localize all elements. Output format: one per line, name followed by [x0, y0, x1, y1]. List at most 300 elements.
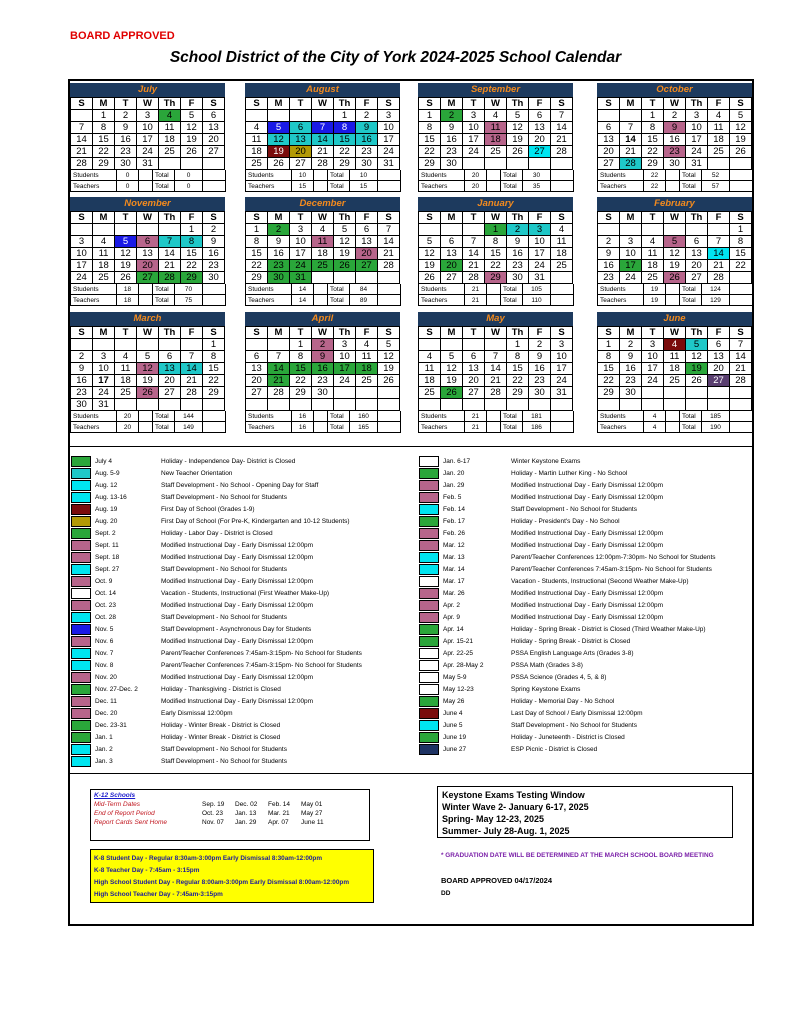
totals-row	[597, 170, 752, 181]
legend-date: Feb. 5	[443, 493, 462, 501]
weekday-header: T	[290, 98, 312, 110]
totals-label: Students	[598, 284, 644, 295]
weekday-header: T	[290, 212, 312, 224]
hs-student-hours: High School Student Day - Regular 8:00am-3:00pm Early Dismissal 8:00am-12:00pm	[94, 879, 350, 886]
legend-description: First Day of School (Grades 1-9)	[161, 505, 255, 513]
weekday-header: S	[598, 327, 620, 339]
day-cell: 9	[203, 236, 225, 248]
day-cell: 4	[159, 110, 181, 122]
empty-cell	[664, 399, 686, 411]
day-cell: 8	[507, 351, 529, 363]
legend-row	[71, 755, 362, 767]
weekday-header: W	[137, 212, 159, 224]
k8-student-hours: K-8 Student Day - Regular 8:30am-3:00pm Early Dismissal 8:30am-12:00pm	[94, 855, 323, 862]
total-label: Total	[680, 284, 702, 295]
day-cell: 9	[115, 122, 137, 134]
day-cell: 20	[463, 375, 485, 387]
day-cell: 14	[312, 134, 334, 146]
day-cell: 30	[507, 272, 529, 284]
day-cell: 19	[115, 260, 137, 272]
weekday-header: F	[529, 212, 551, 224]
legend-description: Holiday - Juneteenth - District is Closed	[511, 733, 625, 741]
legend-row	[71, 671, 362, 683]
weekday-header: Th	[507, 327, 529, 339]
empty-cell	[181, 158, 203, 170]
day-cell: 2	[598, 236, 620, 248]
hs-teacher-hours: High School Teacher Day - 7:45am-3:15pm	[94, 891, 223, 898]
weekday-header: S	[71, 327, 93, 339]
day-cell: 28	[71, 158, 93, 170]
day-cell: 19	[507, 134, 529, 146]
totals-row	[245, 284, 400, 295]
empty-cell	[312, 272, 334, 284]
weekday-header: W	[664, 327, 686, 339]
weekday-header: Th	[159, 327, 181, 339]
legend-swatch	[71, 756, 91, 767]
day-cell: 15	[642, 134, 664, 146]
day-cell: 31	[290, 272, 312, 284]
legend-swatch	[419, 468, 439, 479]
month-december	[245, 197, 400, 306]
day-cell: 18	[708, 134, 730, 146]
day-cell: 1	[730, 224, 752, 236]
day-cell: 16	[507, 248, 529, 260]
legend-row	[419, 467, 716, 479]
totals-value: 52	[702, 170, 730, 181]
weekday-header: M	[620, 327, 642, 339]
weekday-header: W	[312, 98, 334, 110]
keystone-title: Keystone Exams Testing Window	[442, 790, 585, 800]
day-cell: 14	[463, 248, 485, 260]
weekday-header: Th	[686, 327, 708, 339]
day-cell: 4	[642, 236, 664, 248]
day-cell: 3	[463, 110, 485, 122]
legend-swatch	[71, 624, 91, 635]
empty-cell	[686, 224, 708, 236]
totals-value: 110	[523, 295, 551, 306]
legend-date: Apr. 2	[443, 601, 460, 609]
totals-value	[730, 422, 753, 433]
month-june	[597, 312, 752, 433]
totals-row	[245, 422, 400, 433]
day-cell: 7	[268, 351, 290, 363]
day-cell: 27	[598, 158, 620, 170]
totals-value: 21	[465, 422, 487, 433]
day-cell: 15	[419, 134, 441, 146]
legend-swatch	[419, 504, 439, 515]
day-cell: 12	[730, 122, 752, 134]
empty-cell	[485, 158, 507, 170]
legend-row	[419, 719, 716, 731]
legend-description: Holiday - President's Day - No School	[511, 517, 620, 525]
day-cell: 19	[378, 363, 400, 375]
empty-cell	[620, 224, 642, 236]
day-cell: 27	[137, 272, 159, 284]
weekday-header: F	[356, 212, 378, 224]
legend-date: Oct. 9	[95, 577, 113, 585]
legend-description: Holiday - Martin Luther King - No School	[511, 469, 628, 477]
day-cell: 21	[268, 375, 290, 387]
day-cell: 31	[137, 158, 159, 170]
day-cell: 14	[485, 363, 507, 375]
day-cell: 6	[159, 351, 181, 363]
empty-cell	[485, 399, 507, 411]
day-cell: 31	[378, 158, 400, 170]
day-cell: 27	[159, 387, 181, 399]
legend-date: May 5-9	[443, 673, 467, 681]
legend-row	[419, 503, 716, 515]
legend-row	[419, 635, 716, 647]
weekday-header: F	[181, 212, 203, 224]
day-cell: 18	[159, 134, 181, 146]
day-cell: 4	[356, 339, 378, 351]
legend-description: PSSA Science (Grades 4, 5, & 8)	[511, 673, 607, 681]
day-cell: 12	[137, 363, 159, 375]
legend-date: June 5	[443, 721, 463, 729]
totals-value	[666, 284, 680, 295]
totals-value	[666, 170, 680, 181]
legend-row	[419, 563, 716, 575]
day-cell: 6	[598, 122, 620, 134]
totals-value: 165	[350, 422, 378, 433]
empty-cell	[529, 158, 551, 170]
totals-row	[418, 170, 573, 181]
weekday-header: T	[290, 327, 312, 339]
total-label: Total	[501, 181, 523, 192]
weekday-header: Th	[334, 212, 356, 224]
day-cell: 15	[485, 248, 507, 260]
totals-value	[551, 170, 574, 181]
day-cell: 16	[312, 363, 334, 375]
legend-right	[419, 455, 716, 755]
legend-swatch	[71, 612, 91, 623]
legend-swatch	[71, 636, 91, 647]
day-cell: 8	[290, 351, 312, 363]
day-cell: 7	[708, 236, 730, 248]
day-cell: 15	[181, 248, 203, 260]
empty-cell	[507, 399, 529, 411]
weekday-header: Th	[686, 212, 708, 224]
day-cell: 5	[664, 236, 686, 248]
day-cell: 28	[268, 387, 290, 399]
day-cell: 12	[664, 248, 686, 260]
totals-label: Teachers	[71, 295, 117, 306]
day-cell: 18	[115, 375, 137, 387]
totals-value: 21	[465, 411, 487, 422]
empty-cell	[529, 399, 551, 411]
legend-swatch	[419, 624, 439, 635]
day-cell: 5	[181, 110, 203, 122]
day-cell: 1	[203, 339, 225, 351]
day-cell: 22	[419, 146, 441, 158]
day-cell: 27	[529, 146, 551, 158]
month-october	[597, 83, 752, 192]
day-cell: 17	[334, 363, 356, 375]
day-cell: 22	[730, 260, 752, 272]
day-cell: 14	[708, 248, 730, 260]
day-cell: 18	[93, 260, 115, 272]
month-september	[418, 83, 573, 192]
month-header: September	[418, 83, 573, 97]
empty-cell	[246, 110, 268, 122]
totals-value: 0	[117, 181, 139, 192]
totals-label: Students	[71, 411, 117, 422]
empty-cell	[159, 158, 181, 170]
weekday-header: S	[378, 327, 400, 339]
day-cell: 4	[664, 339, 686, 351]
day-cell: 26	[664, 272, 686, 284]
legend-date: Apr. 22-25	[443, 649, 473, 657]
empty-cell	[378, 387, 400, 399]
day-cell: 3	[620, 236, 642, 248]
day-cell: 30	[620, 387, 642, 399]
totals-value: 18	[117, 284, 139, 295]
day-cell: 16	[620, 363, 642, 375]
legend-row	[419, 515, 716, 527]
legend-swatch	[419, 588, 439, 599]
totals-row	[597, 295, 752, 306]
day-cell: 22	[290, 375, 312, 387]
empty-cell	[730, 272, 752, 284]
weekday-header: F	[181, 327, 203, 339]
weekday-header: F	[708, 212, 730, 224]
month-header: May	[418, 312, 573, 326]
totals-label: Teachers	[419, 295, 465, 306]
legend-date: Mar. 12	[443, 541, 465, 549]
legend-date: Oct. 23	[95, 601, 116, 609]
day-cell: 3	[529, 224, 551, 236]
legend-date: Mar. 13	[443, 553, 465, 561]
totals-label: Students	[598, 411, 644, 422]
day-cell: 6	[529, 110, 551, 122]
totals-value	[378, 170, 401, 181]
legend-swatch	[71, 516, 91, 527]
weekday-header: S	[598, 212, 620, 224]
totals-value	[314, 181, 328, 192]
legend-date: Apr. 28-May 2	[443, 661, 484, 669]
board-approved-label: BOARD APPROVED	[70, 30, 175, 42]
legend-description: Last Day of School / Early Dismissal 12:00pm	[511, 709, 643, 717]
totals-label: Teachers	[71, 422, 117, 433]
day-cell: 2	[115, 110, 137, 122]
weekday-header: S	[551, 327, 573, 339]
totals-value	[203, 284, 226, 295]
legend-description: Modified Instructional Day - Early Dismissal 12:00pm	[161, 601, 314, 609]
totals-row	[597, 284, 752, 295]
empty-cell	[642, 387, 664, 399]
day-cell: 14	[268, 363, 290, 375]
weekday-header: S	[419, 327, 441, 339]
totals-value	[203, 422, 226, 433]
legend-date: Dec. 23-31	[95, 721, 127, 729]
totals-value	[378, 295, 401, 306]
totals-value: 14	[292, 295, 314, 306]
day-cell: 11	[664, 351, 686, 363]
legend-date: Nov. 27-Dec. 2	[95, 685, 138, 693]
total-label: Total	[680, 422, 702, 433]
totals-label: Students	[246, 284, 292, 295]
legend-date: Sept. 2	[95, 529, 116, 537]
empty-cell	[181, 399, 203, 411]
totals-value: 15	[292, 181, 314, 192]
weekday-header: W	[485, 327, 507, 339]
legend-date: Nov. 7	[95, 649, 114, 657]
day-cell: 31	[93, 399, 115, 411]
legend-description: PSSA English Language Arts (Grades 3-8)	[511, 649, 634, 657]
month-grid	[418, 97, 573, 170]
total-label: Total	[328, 284, 350, 295]
month-header: August	[245, 83, 400, 97]
day-cell: 18	[246, 146, 268, 158]
weekday-header: W	[137, 327, 159, 339]
legend-description: Spring Keystone Exams	[511, 685, 581, 693]
totals-value: 15	[350, 181, 378, 192]
weekday-header: Th	[159, 98, 181, 110]
weekday-header: S	[730, 327, 752, 339]
day-cell: 28	[730, 375, 752, 387]
legend-date: Nov. 5	[95, 625, 114, 633]
day-cell: 26	[686, 375, 708, 387]
day-cell: 10	[334, 351, 356, 363]
legend-description: Modified Instructional Day - Early Dismissal 12:00pm	[161, 697, 314, 705]
day-cell: 14	[551, 122, 573, 134]
totals-value	[666, 295, 680, 306]
weekday-header: W	[664, 212, 686, 224]
legend-row	[419, 731, 716, 743]
legend-swatch	[71, 552, 91, 563]
day-cell: 7	[463, 236, 485, 248]
day-cell: 1	[419, 110, 441, 122]
day-cell: 20	[137, 260, 159, 272]
legend-swatch	[419, 564, 439, 575]
day-cell: 5	[507, 110, 529, 122]
day-cell: 10	[620, 248, 642, 260]
weekday-header: S	[246, 98, 268, 110]
totals-value: 75	[175, 295, 203, 306]
legend-date: June 4	[443, 709, 463, 717]
totals-row	[70, 170, 225, 181]
totals-row	[245, 295, 400, 306]
legend-swatch	[71, 732, 91, 743]
legend-row	[71, 611, 362, 623]
totals-value: 105	[523, 284, 551, 295]
day-cell: 7	[159, 236, 181, 248]
day-cell: 4	[419, 351, 441, 363]
empty-cell	[71, 110, 93, 122]
legend-row	[71, 731, 362, 743]
day-cell: 10	[686, 122, 708, 134]
day-cell: 10	[290, 236, 312, 248]
empty-cell	[485, 339, 507, 351]
totals-value: 14	[292, 284, 314, 295]
totals-value: 160	[350, 411, 378, 422]
day-cell: 14	[730, 351, 752, 363]
k12-date: June 11	[301, 819, 324, 826]
totals-row	[418, 411, 573, 422]
totals-value: 35	[523, 181, 551, 192]
day-cell: 14	[620, 134, 642, 146]
legend-row	[419, 647, 716, 659]
weekday-header: M	[441, 327, 463, 339]
totals-value	[314, 284, 328, 295]
day-cell: 4	[93, 236, 115, 248]
totals-label: Teachers	[598, 181, 644, 192]
k12-date: Oct. 23	[202, 810, 223, 817]
totals-value	[203, 411, 226, 422]
totals-label: Teachers	[71, 181, 117, 192]
total-label: Total	[501, 295, 523, 306]
k12-row	[91, 800, 369, 809]
day-cell: 19	[419, 260, 441, 272]
day-cell: 18	[485, 134, 507, 146]
totals-value	[139, 411, 153, 422]
total-label: Total	[328, 422, 350, 433]
legend-row	[71, 719, 362, 731]
legend-row	[419, 455, 716, 467]
day-cell: 30	[441, 158, 463, 170]
day-cell: 30	[71, 399, 93, 411]
day-cell: 24	[642, 375, 664, 387]
empty-cell	[356, 387, 378, 399]
empty-cell	[159, 339, 181, 351]
legend-row	[419, 611, 716, 623]
divider	[68, 773, 754, 774]
empty-cell	[334, 272, 356, 284]
totals-value: 20	[117, 411, 139, 422]
day-cell: 17	[71, 260, 93, 272]
day-cell: 26	[507, 146, 529, 158]
totals-label: Students	[419, 170, 465, 181]
day-cell: 20	[598, 146, 620, 158]
day-cell: 23	[268, 260, 290, 272]
empty-cell	[203, 158, 225, 170]
totals-value	[730, 170, 753, 181]
day-cell: 10	[93, 363, 115, 375]
legend-row	[71, 707, 362, 719]
totals-value: 10	[350, 170, 378, 181]
legend-date: Mar. 14	[443, 565, 465, 573]
day-cell: 9	[441, 122, 463, 134]
day-cell: 27	[686, 272, 708, 284]
totals-row	[597, 411, 752, 422]
weekday-header: W	[312, 327, 334, 339]
legend-date: Jan. 20	[443, 469, 465, 477]
legend-row	[419, 575, 716, 587]
legend-swatch	[419, 648, 439, 659]
totals-value: 4	[644, 422, 666, 433]
totals-row	[245, 181, 400, 192]
day-cell: 6	[441, 236, 463, 248]
totals-value	[551, 295, 574, 306]
empty-cell	[115, 399, 137, 411]
totals-label: Students	[71, 284, 117, 295]
empty-cell	[290, 399, 312, 411]
day-cell: 1	[93, 110, 115, 122]
day-cell: 29	[507, 387, 529, 399]
empty-cell	[686, 387, 708, 399]
day-cell: 2	[71, 351, 93, 363]
day-cell: 23	[203, 260, 225, 272]
empty-cell	[246, 339, 268, 351]
day-cell: 29	[290, 387, 312, 399]
totals-value: 20	[117, 422, 139, 433]
legend-row	[419, 551, 716, 563]
day-cell: 10	[551, 351, 573, 363]
weekday-header: T	[115, 212, 137, 224]
day-cell: 16	[441, 134, 463, 146]
day-cell: 17	[378, 134, 400, 146]
day-cell: 22	[203, 375, 225, 387]
